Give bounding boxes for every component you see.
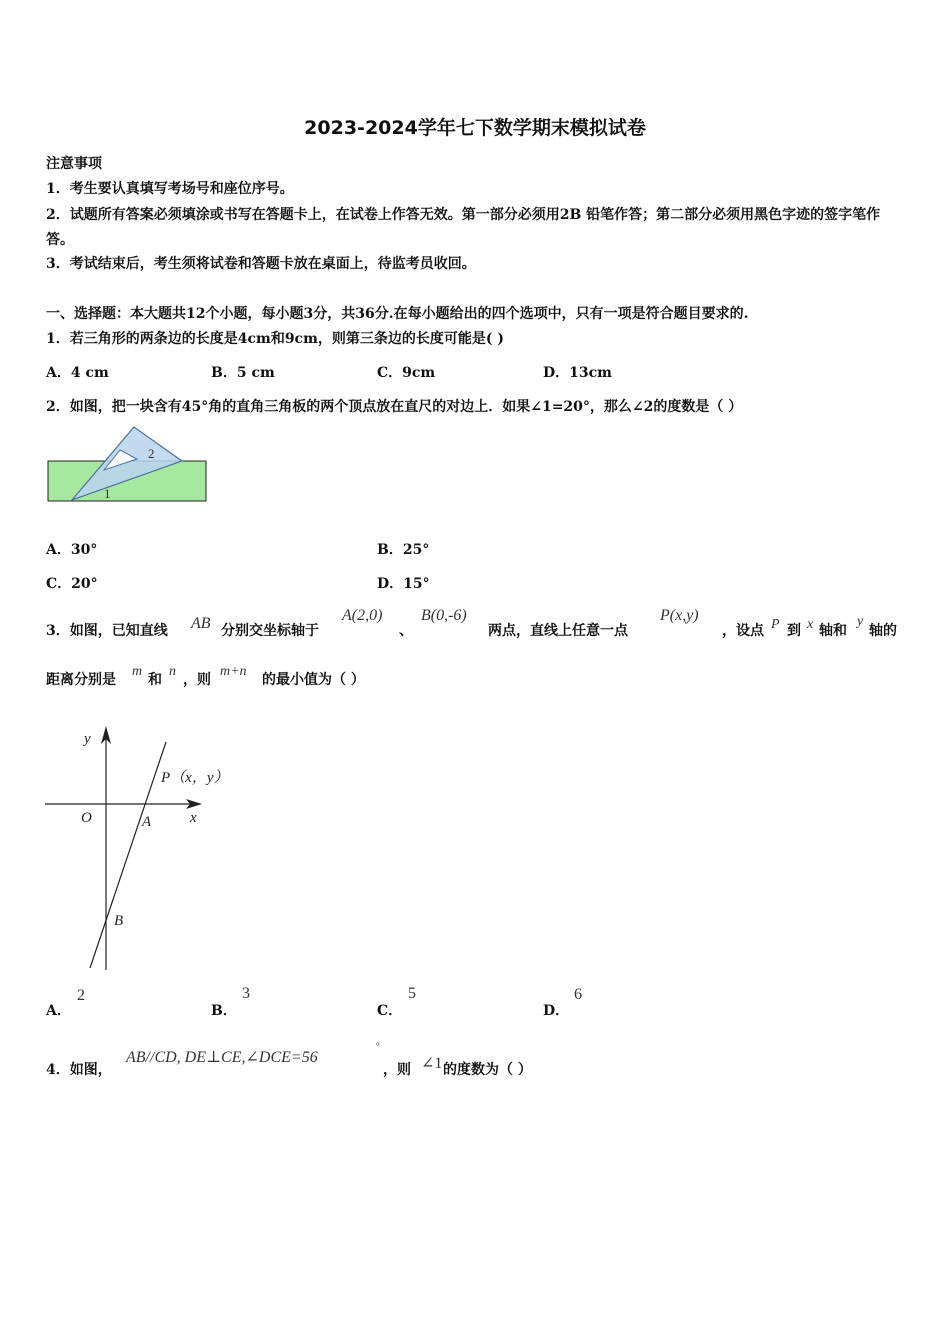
q3-text-10: ，则 [183, 672, 211, 688]
q4-angle-1: ∠1 [421, 1055, 443, 1072]
y-axis-label: y [84, 731, 91, 747]
q3-x: x [807, 617, 814, 632]
q3-text-8: 距离分别是 [46, 672, 116, 688]
q4-text-3: 的度数为（ ） [443, 1062, 532, 1078]
section-heading: 一、选择题：本大题共12个小题，每小题3分，共36分.在每小题给出的四个选项中，只有一项是符合题目要求的. [46, 306, 749, 322]
q3-point-a: A(2,0) [342, 607, 383, 624]
q3-option-c-letter: C． [377, 1003, 403, 1019]
q3-option-a-letter: A． [46, 1003, 71, 1019]
q2-stem: 2．如图，把一块含有45°角的直角三角板的两个顶点放在直尺的对边上．如果∠1=20°，那么∠2的度数是（ ） [46, 399, 743, 415]
q3-text-4: ，设点 [722, 623, 764, 639]
q2-option-a: A．30° [46, 542, 98, 558]
point-p-label: P（x，y） [161, 770, 229, 786]
q3-option-d-value: 6 [574, 986, 582, 1003]
q3-option-c-value: 5 [408, 985, 416, 1002]
q3-text-9: 和 [148, 672, 162, 688]
q3-text-7: 轴的 [869, 623, 897, 639]
q3-coordinate-figure [40, 722, 250, 977]
q3-separator: 、 [399, 623, 413, 639]
q4-condition: AB//CD, DE⊥CE,∠DCE=56 [126, 1049, 318, 1066]
page-title: 2023-2024学年七下数学期末模拟试卷 [304, 117, 646, 139]
q4-degree: ° [376, 1041, 380, 1051]
q3-line-ab: AB [191, 615, 211, 632]
q3-text-3: 两点，直线上任意一点 [488, 623, 628, 639]
q3-p: P [771, 617, 780, 632]
notice-item-1: 1．考生要认真填写考场号和座位序号。 [46, 181, 294, 197]
q3-m-plus-n: m+n [220, 664, 247, 679]
q2-option-b: B．25° [377, 542, 430, 558]
notice-heading: 注意事项 [46, 156, 102, 172]
q3-y: y [857, 614, 864, 629]
q3-text-6: 轴和 [819, 623, 847, 639]
angle-2-label: 2 [148, 446, 155, 461]
q2-option-c: C．20° [46, 576, 98, 592]
q3-option-a-value: 2 [77, 987, 85, 1004]
q3-text-1: 3．如图，已知直线 [46, 623, 168, 639]
q3-option-b-value: 3 [242, 985, 250, 1002]
q1-option-d: D．13cm [543, 365, 612, 381]
point-a-label: A [142, 814, 152, 830]
q3-point-p: P(x,y) [660, 607, 699, 624]
x-axis-label: x [190, 810, 197, 826]
q3-text-2: 分别交坐标轴于 [221, 623, 319, 639]
q3-point-b: B(0,-6) [421, 607, 467, 624]
q3-text-11: 的最小值为（ ） [262, 672, 365, 688]
point-b-label: B [114, 913, 124, 929]
notice-item-2: 2．试题所有答案必须填涂或书写在答题卡上，在试卷上作答无效。第一部分必须用2B 铅笔作答；第二部分必须用黑色字迹的签字笔作答。 [46, 207, 881, 248]
q4-text-2: ，则 [383, 1062, 411, 1078]
origin-label: O [81, 810, 92, 826]
line-ab [90, 742, 166, 968]
q2-option-d: D．15° [377, 576, 430, 592]
q3-option-b-letter: B． [211, 1003, 237, 1019]
q1-option-c: C．9cm [377, 365, 436, 381]
q4-text-1: 4．如图， [46, 1062, 112, 1078]
q3-m: m [132, 664, 143, 679]
q3-text-5: 到 [787, 623, 801, 639]
q3-option-d-letter: D． [543, 1003, 570, 1019]
q1-option-a: A．4 cm [46, 365, 109, 381]
q1-option-b: B．5 cm [211, 365, 275, 381]
q3-n: n [169, 664, 176, 679]
angle-1-label: 1 [104, 486, 111, 501]
q2-ruler-triangle-figure [44, 424, 214, 506]
notice-item-3: 3．考试结束后，考生须将试卷和答题卡放在桌面上，待监考员收回。 [46, 256, 476, 272]
q1-stem: 1．若三角形的两条边的长度是4cm和9cm，则第三条边的长度可能是( ) [46, 331, 505, 347]
